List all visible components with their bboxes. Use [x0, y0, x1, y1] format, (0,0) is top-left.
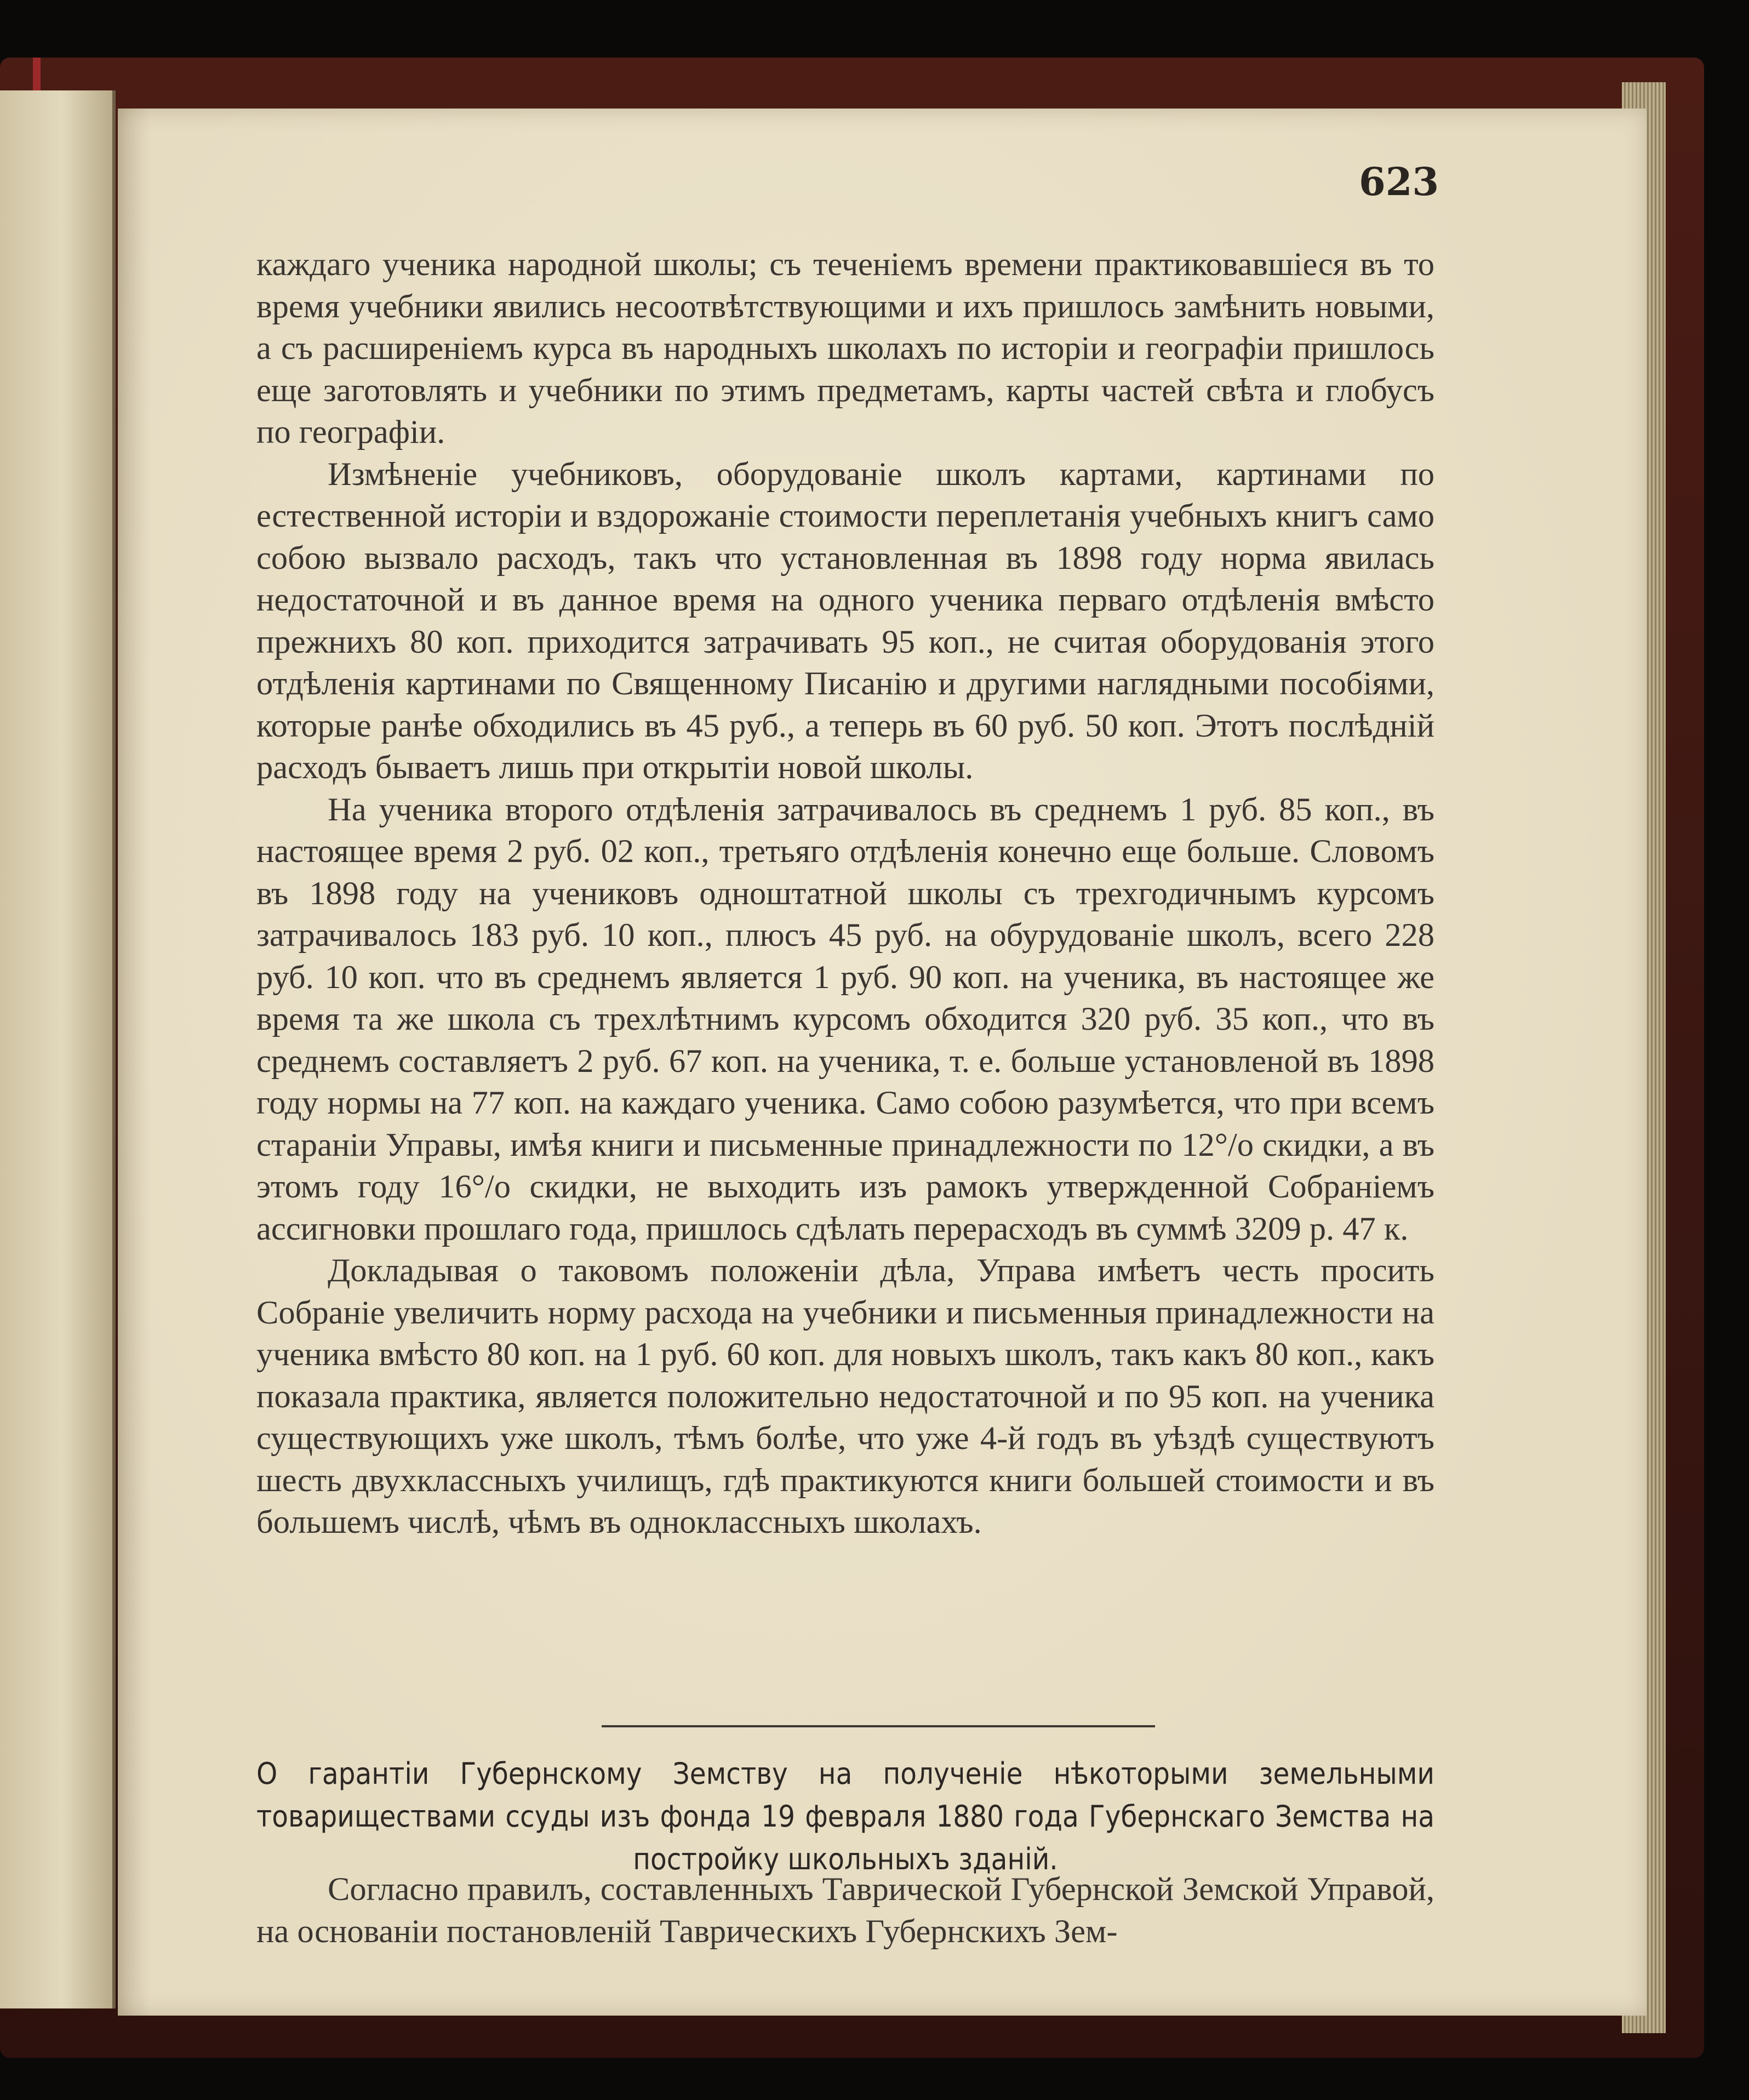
bookmark-ribbon: [33, 58, 41, 90]
paragraph-4: Докладывая о таковомъ положеніи дѣла, Управа имѣетъ честь просить Собраніе увеличить норму расхода на учебники и письменныя принадлежности на ученика вмѣсто 80 коп. на 1 руб. 60 коп. для новыхъ школъ, такъ какъ 80 коп., какъ показала практика, является положительно недостаточной и по 95 коп. на ученика существующихъ уже школъ, тѣмъ болѣе, что уже 4-й годъ въ уѣздѣ существуютъ шесть двухклассныхъ училищъ, гдѣ практикуются книги большей стоимости и въ большемъ числѣ, чѣмъ въ одноклассныхъ школахъ.: [256, 1252, 1434, 1540]
body-text-upper: [256, 244, 1434, 1544]
paragraph-2: Измѣненіе учебниковъ, оборудованіе школъ картами, картинами по естественной исторіи и вздорожаніе стоимости переплетанія учебныхъ книгъ само собою вызвало расходъ, такъ что установленная въ 1898 году норма явилась недостаточной и въ данное время на одного ученика перваго отдѣленія вмѣсто прежнихъ 80 коп. приходится затрачивать 95 коп., не считая оборудованія этого отдѣленія картинами по Священному Писанію и другими наглядными пособіями, которые ранѣе обходились въ 45 руб., а теперь въ 60 руб. 50 коп. Этотъ послѣдній расходъ бываетъ лишь при открытіи новой школы.: [256, 455, 1434, 786]
section-heading: О гарантіи Губернскому Земству на полученіе нѣкоторыми земельными товариществами ссуды изъ фонда 19 февраля 1880 года Губернскаго Земства на постройку школьныхъ зданій.: [256, 1756, 1434, 1876]
left-page-edge: [0, 90, 116, 2008]
paragraph-1: каждаго ученика народной школы; съ теченіемъ времени практиковавшіеся въ то время учебники явились несоотвѣтствующими и ихъ пришлось замѣнить новыми, а съ расширеніемъ курса въ народныхъ школахъ по исторіи и географіи пришлось еще заготовлять и учебники по этимъ предметамъ, карты частей свѣта и глобусъ по географіи.: [256, 246, 1434, 450]
paragraph-5: Согласно правилъ, составленныхъ Таврической Губернской Земской Управой, на основаніи постановленій Таврическихъ Губернскихъ Зем-: [256, 1871, 1434, 1950]
page-number: 623: [1359, 159, 1439, 204]
paragraph-3: На ученика второго отдѣленія затрачивалось въ среднемъ 1 руб. 85 коп., въ настоящее время 2 руб. 02 коп., третьяго отдѣленія конечно еще больше. Словомъ въ 1898 году на учениковъ одноштатной школы съ трехгодичнымъ курсомъ затрачивалось 183 руб. 10 коп., плюсъ 45 руб. на обурудованіе школъ, всего 228 руб. 10 коп. что въ среднемъ является 1 руб. 90 коп. на ученика, въ настоящее же время та же школа съ трехлѣтнимъ курсомъ обходится 320 руб. 35 коп., что въ среднемъ составляетъ 2 руб. 67 коп. на ученика, т. е. больше установленой въ 1898 году нормы на 77 коп. на каждаго ученика. Само собою разумѣется, что при всемъ стараніи Управы, имѣя книги и письменные принадлежности по 12°/о скидки, а въ этомъ году 16°/о скидки, не выходить изъ рамокъ утвержденной Собраніемъ ассигновки прошлаго года, пришлось сдѣлать перерасходъ въ суммѣ 3209 р. 47 к.: [256, 791, 1434, 1247]
body-text-lower: [256, 1869, 1434, 1953]
section-divider: [602, 1725, 1155, 1727]
